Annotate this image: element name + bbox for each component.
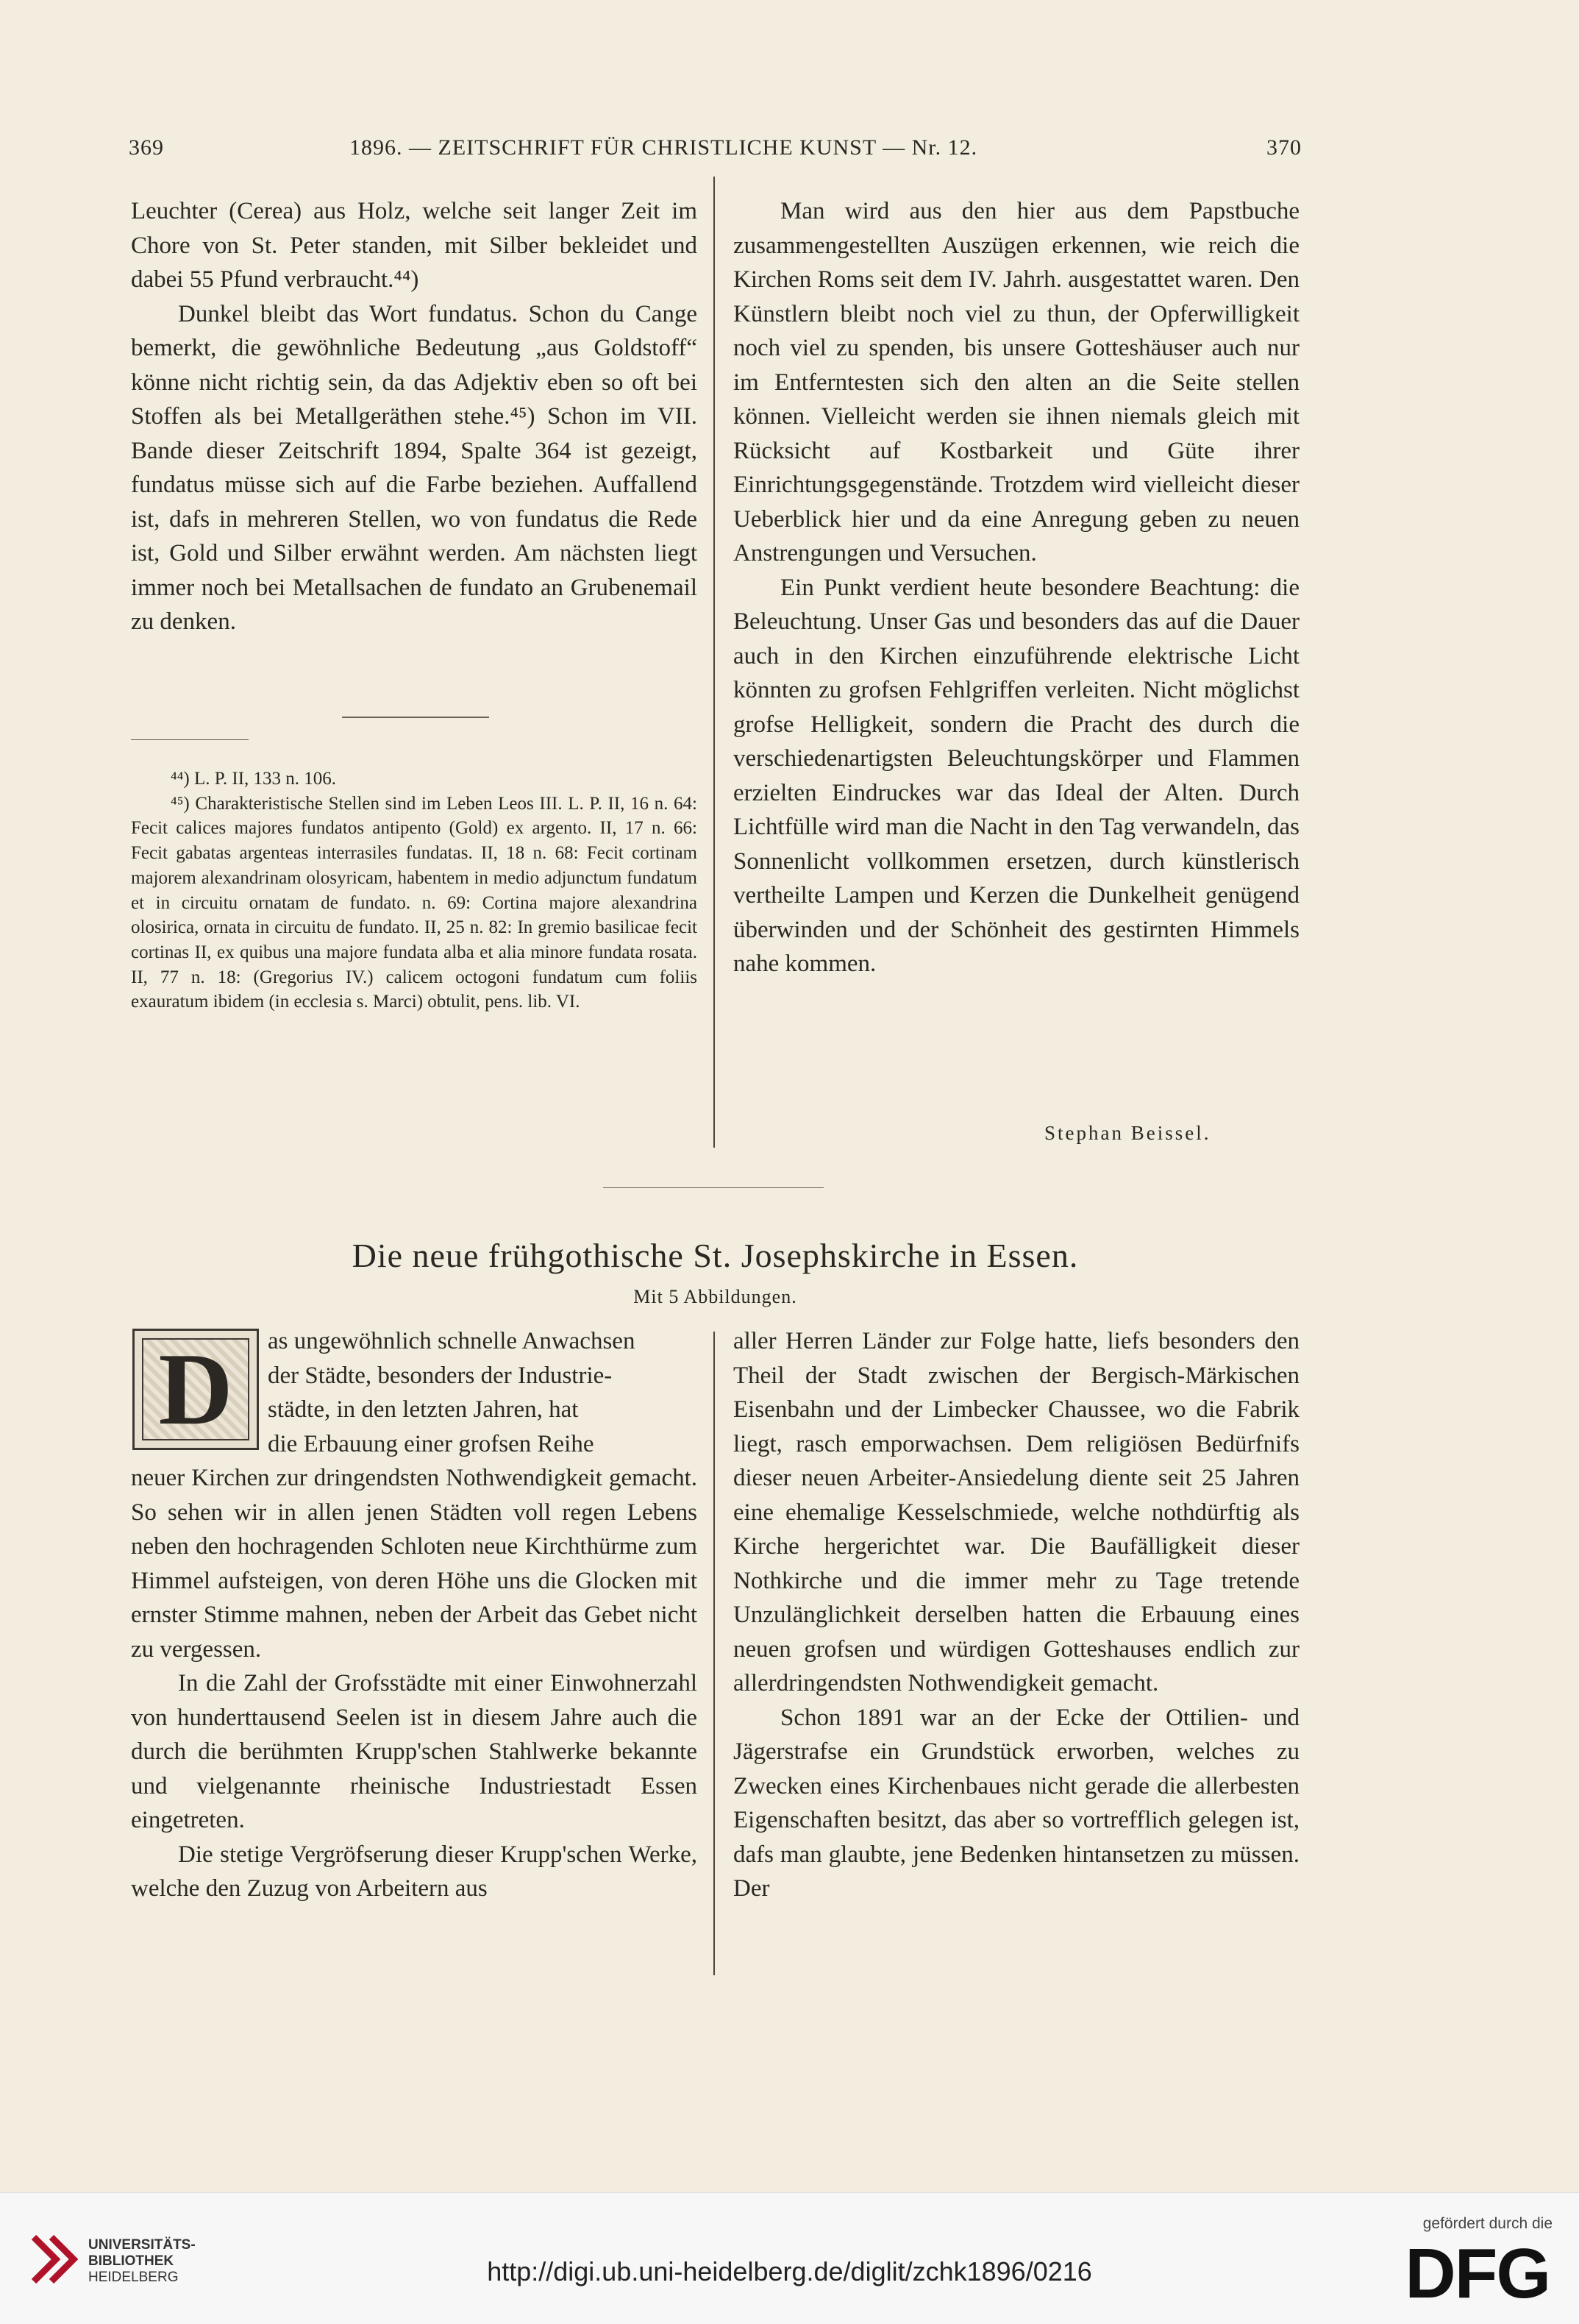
end-rule [342, 717, 489, 718]
page-number-right: 370 [1266, 135, 1302, 160]
permalink-url[interactable]: http://digi.ub.uni-heidelberg.de/diglit/zchk1896/0216 [487, 2256, 1092, 2286]
initial-letter: D [158, 1332, 233, 1446]
right-column-top [733, 194, 1300, 981]
paragraph-line: die Erbauung einer grofsen Reihe [268, 1430, 594, 1457]
paragraph-line: der Städte, besonders der Industrie- [268, 1362, 613, 1389]
journal-title: 1896. — ZEITSCHRIFT FÜR CHRISTLICHE KUNST — Nr. 12. [349, 135, 978, 160]
paragraph: Leuchter (Cerea) aus Holz, welche seit langer Zeit im Chore von St. Peter standen, mit Silber bekleidet und dabei 55 Pfund verbraucht.⁴⁴) [131, 198, 697, 293]
footnote-45: ⁴⁵) Charakteristische Stellen sind im Leben Leos III. L. P. II, 16 n. 64: Fecit calices majores fundatos antipento (Gold) ex argento. II, 17 n. 66: Fecit gabatas argenteas interrasiles fundatas. II, 18 n. 68: Fecit cortinam majorem alexandrinam olosyricam, habentem in medio adjunctum fundatum et in circuitu ornatam de fundato. n. 69: Cortina majore alexandrina olosirica, ornata in circuitu de fundato. II, 25 n. 82: In gremio basilicae fecit cortinas II, ex quibus una majore fundata alba et alia minore fundata rosata. II, 77 n. 18: (Gregorius IV.) calicem octogoni fundatum cum foliis exauratum ibidem (in ecclesia s. Marci) obtulit, pens. lib. VI. [131, 793, 697, 1012]
left-column-bottom [131, 1324, 697, 1906]
article-title: Die neue frühgothische St. Josephskirche in Essen. [352, 1237, 1079, 1274]
column-divider-bottom [713, 1332, 715, 1975]
funding-note: gefördert durch die [1422, 2215, 1553, 2232]
paragraph: aller Herren Länder zur Folge hatte, liefs besonders den Theil der Stadt zwischen der Bergisch-Märkischen Eisenbahn und der Limbecker Chaussee, wo die Fabrik liegt, rasch emporwachsen. Dem religiösen Bedürfnifs dieser neuen Arbeiter-Ansiedelung diente seit 25 Jahren eine ehemalige Kesselschmiede, welche nothdürftig als Kirche hergerichtet war. Die Baufälligkeit dieser Nothkirche und die immer mehr zu Tage tretende Unzulänglichkeit derselben hatten die Erbauung eines neuen grofsen und würdigen Gotteshauses endlich zur allerdringendsten Nothwendigkeit gemacht. [733, 1328, 1300, 1696]
paragraph-line: as ungewöhnlich schnelle Anwachsen [268, 1328, 635, 1354]
footnotes [131, 767, 697, 1014]
paragraph: Ein Punkt verdient heute besondere Beachtung: die Beleuchtung. Unser Gas und besonders das auf die Dauer auch in den Kirchen einzuführende elektrische Licht könnten zu grofsen Fehlgriffen verleiten. Nicht möglichst grofse Helligkeit, sondern die Pracht des durch die verschiedenartigsten Beleuchtungskörper und Flammen erzielten Eindruckes war das Ideal der Alten. Durch Lichtfülle wird man die Nacht in den Tag verwandeln, das Sonnenlicht vollkommen ersetzen, durch künstlerisch vertheilte Lampen und Kerzen die Dunkelheit genügend überwinden und der Schönheit des gestirnten Himmels nahe kommen. [733, 574, 1300, 977]
library-name-line: UNIVERSITÄTS- [88, 2237, 196, 2253]
section-rule [603, 1187, 824, 1188]
library-name-line: BIBLIOTHEK [88, 2253, 174, 2269]
paragraph: Die stetige Vergröfserung dieser Krupp'schen Werke, welche den Zuzug von Arbeitern aus [131, 1841, 697, 1902]
paragraph: Schon 1891 war an der Ecke der Ottilien- und Jägerstrafse ein Grundstück erworben, welches zu Zwecken eines Kirchenbaues nicht gerade die allerbesten Eigenschaften besitzt, das aber so vortrefflich gelegen ist, dafs man glaubte, jene Bedenken hintansetzen zu müssen. Der [733, 1704, 1300, 1902]
dfg-logo[interactable]: DFG [1405, 2234, 1550, 2313]
library-name-line: HEIDELBERG [88, 2270, 179, 2285]
running-header [129, 135, 1302, 165]
page-number-left: 369 [129, 135, 164, 160]
paragraph: In die Zahl der Grofsstädte mit einer Einwohnerzahl von hunderttausend Seelen ist in diesem Jahre auch die durch die berühmten Krupp'schen Stahlwerke bekannte und vielgenannte rheinische Industriestadt Essen eingetreten. [131, 1670, 697, 1833]
article-subtitle: Mit 5 Abbildungen. [633, 1286, 797, 1307]
column-divider-top [713, 177, 715, 1148]
left-column-top [131, 194, 697, 639]
paragraph: Dunkel bleibt das Wort fundatus. Schon du Cange bemerkt, die gewöhnliche Bedeutung „aus Goldstoff“ könne nicht richtig sein, da das Adjektiv eben so oft bei Stoffen als bei Metallgeräthen stehe.⁴⁵) Schon im VII. Bande dieser Zeitschrift 1894, Spalte 364 ist gezeigt, fundatus müsse sich auf die Farbe beziehen. Auffallend ist, dafs in mehreren Stellen, wo von fundatus die Rede ist, Gold und Silber erwähnt werden. Am nächsten liegt immer noch bei Metallsachen de fundato an Grubenemail zu denken. [131, 300, 697, 635]
viewer-footer [0, 2192, 1579, 2324]
footnote-44: ⁴⁴) L. P. II, 133 n. 106. [171, 769, 337, 789]
footnote-rule [131, 739, 249, 740]
author-signature: Stephan Beissel. [1044, 1122, 1211, 1144]
right-column-bottom [733, 1324, 1300, 1906]
paragraph: neuer Kirchen zur dringendsten Nothwendigkeit gemacht. So sehen wir in allen jenen Städten voll regen Lebens neben den hochragenden Schloten neue Kirchthürme zum Himmel aufsteigen, von deren Höhe uns die Glocken mit ernster Stimme mahnen, neben der Arbeit das Gebet nicht zu vergessen. [131, 1465, 697, 1663]
paragraph-line: städte, in den letzten Jahren, hat [268, 1396, 579, 1423]
paragraph: Man wird aus den hier aus dem Papstbuche zusammengestellten Auszügen erkennen, wie reich die Kirchen Roms seit dem IV. Jahrh. ausgestattet waren. Den Künstlern bleibt noch viel zu thun, der Opferwilligkeit noch viel zu spenden, bis unsere Gotteshäuser auch nur im Entferntesten sich den alten an die Seite stellen können. Vielleicht werden sie ihnen niemals gleich mit Rücksicht auf Kostbarkeit und Güte ihrer Einrichtungsgegenstände. Trotzdem wird vielleicht dieser Ueberblick hier und da eine Anregung geben zu neuen Anstrengungen und Versuchen. [733, 198, 1300, 566]
